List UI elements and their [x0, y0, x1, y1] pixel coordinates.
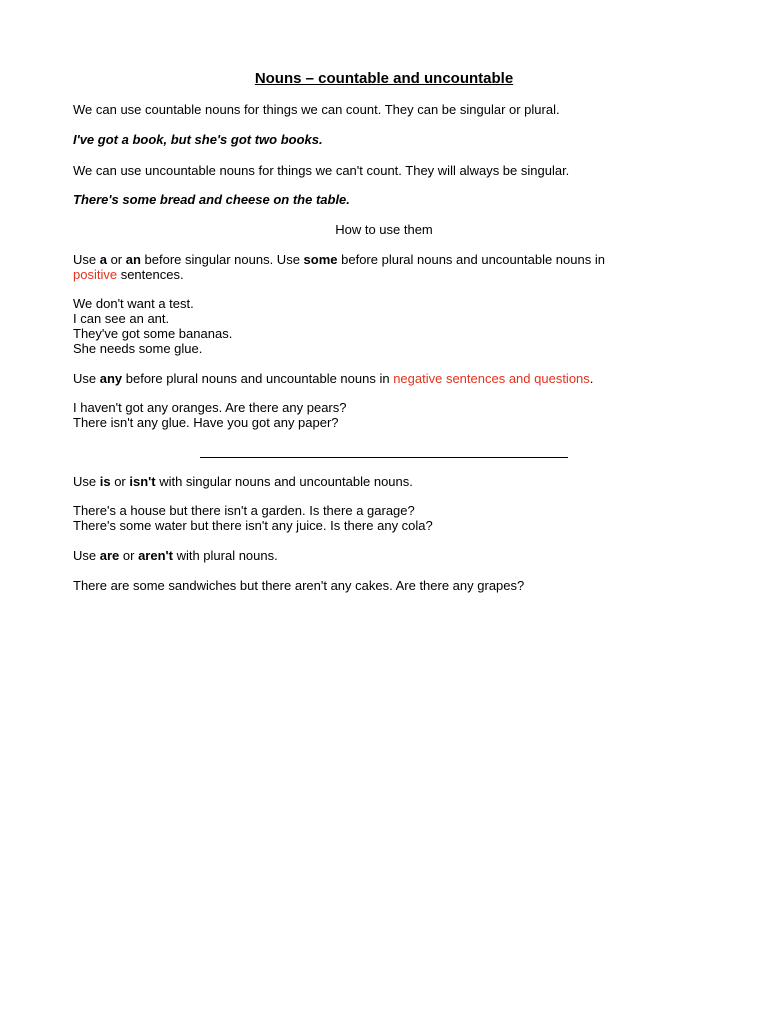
- page-title: Nouns – countable and uncountable: [254, 70, 514, 87]
- example-line: There are some sandwiches but there aren't any cakes. Are there any grapes?: [73, 578, 525, 593]
- positive-highlight: positive: [73, 267, 118, 282]
- uncountable-intro: We can use uncountable nouns for things we can't count. They will always be singular.: [73, 163, 570, 178]
- example-line: I haven't got any oranges. Are there any pears?: [73, 400, 347, 415]
- countable-example: I've got a book, but she's got two books.: [73, 132, 323, 147]
- divider-line: [200, 457, 568, 458]
- uncountable-example: There's some bread and cheese on the table.: [73, 192, 350, 207]
- example-line: There's some water but there isn't any juice. Is there any cola?: [73, 518, 433, 533]
- rule-is: Use is or isn't with singular nouns and uncountable nouns.: [73, 474, 413, 489]
- example-line: I can see an ant.: [73, 311, 170, 326]
- rule-any: Use any before plural nouns and uncountable nouns in negative sentences and questions.: [73, 371, 594, 386]
- negative-highlight: negative sentences and questions: [393, 371, 590, 386]
- rule-are: Use are or aren't with plural nouns.: [73, 548, 278, 563]
- example-line: There isn't any glue. Have you got any paper?: [73, 415, 339, 430]
- example-line: They've got some bananas.: [73, 326, 233, 341]
- rule-a-an-line-2: positive sentences.: [73, 267, 184, 282]
- section-heading: How to use them: [335, 222, 433, 237]
- example-line: There's a house but there isn't a garden. Is there a garage?: [73, 503, 415, 518]
- example-line: She needs some glue.: [73, 341, 203, 356]
- example-line: We don't want a test.: [73, 296, 194, 311]
- countable-intro: We can use countable nouns for things we can count. They can be singular or plural.: [73, 102, 560, 117]
- rule-a-an-line-1: Use a or an before singular nouns. Use some before plural nouns and uncountable nouns in: [73, 252, 605, 267]
